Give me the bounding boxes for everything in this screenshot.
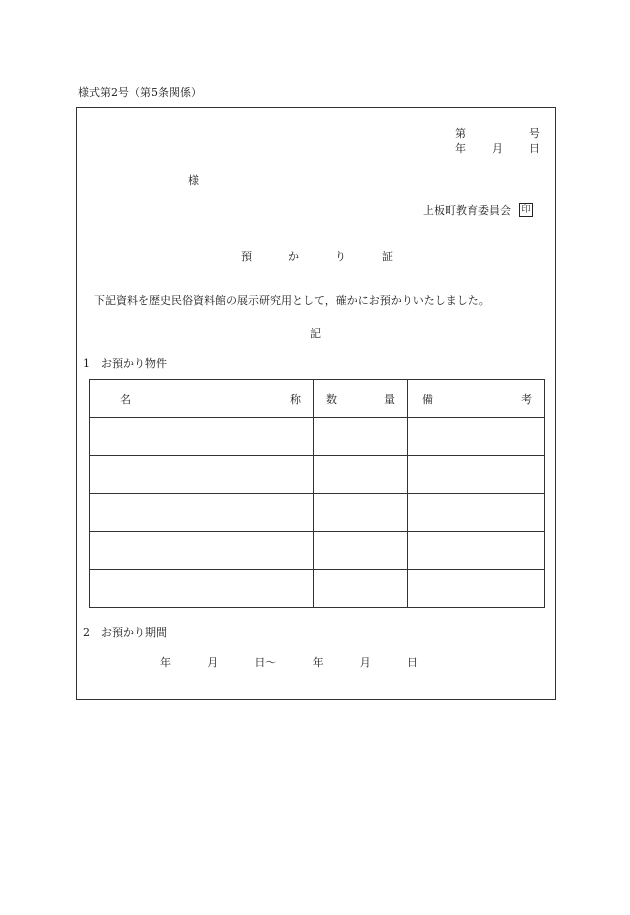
- period-start-month: 月: [207, 656, 219, 669]
- item-name-cell[interactable]: [90, 418, 314, 456]
- date-year: 年: [455, 142, 466, 155]
- section-items-heading: 1 お預かり物件: [83, 357, 167, 370]
- issue-date-line: [455, 140, 540, 156]
- header-remarks: [408, 380, 545, 418]
- ki-heading: 記: [310, 327, 321, 340]
- header-char: 称: [290, 392, 301, 406]
- header-char: 名: [120, 392, 131, 406]
- form-number-label: 様式第2号（第5条関係）: [78, 86, 202, 99]
- item-remarks-cell[interactable]: [408, 494, 545, 532]
- header-char: 量: [384, 392, 395, 406]
- date-day: 日: [529, 142, 540, 155]
- period-line: [160, 654, 418, 670]
- table-row: [90, 532, 545, 570]
- seal-mark: 印: [519, 203, 533, 217]
- header-char: 備: [422, 392, 433, 406]
- item-quantity-cell[interactable]: [314, 570, 408, 608]
- item-quantity-cell[interactable]: [314, 494, 408, 532]
- item-remarks-cell[interactable]: [408, 532, 545, 570]
- header-char: 考: [521, 392, 532, 406]
- item-name-cell[interactable]: [90, 570, 314, 608]
- header-char: 数: [326, 392, 337, 406]
- item-remarks-cell[interactable]: [408, 456, 545, 494]
- issuer-name: 上板町教育委員会: [423, 204, 511, 217]
- table-row: [90, 494, 545, 532]
- item-name-cell[interactable]: [90, 494, 314, 532]
- table-row: [90, 456, 545, 494]
- document-title: [241, 248, 393, 264]
- document-number-line: [455, 125, 540, 141]
- period-end-year: 年: [312, 656, 324, 669]
- title-char: 証: [382, 250, 393, 263]
- item-name-cell[interactable]: [90, 456, 314, 494]
- date-month: 月: [492, 142, 503, 155]
- title-char: り: [335, 250, 346, 263]
- header-name: [90, 380, 314, 418]
- number-prefix: 第: [455, 127, 466, 140]
- table-row: [90, 418, 545, 456]
- period-start-day: 日～: [254, 656, 277, 669]
- period-end-day: 日: [406, 656, 418, 669]
- section-period-heading: 2 お預かり期間: [83, 626, 167, 639]
- items-table: [89, 379, 545, 608]
- period-end-month: 月: [359, 656, 371, 669]
- title-char: 預: [241, 250, 252, 263]
- addressee-suffix: 様: [188, 174, 199, 187]
- title-char: か: [288, 250, 299, 263]
- table-header-row: [90, 380, 545, 418]
- number-suffix: 号: [529, 127, 540, 140]
- intro-text: 下記資料を歴史民俗資料館の展示研究用として，確かにお預かりいたしました。: [94, 294, 490, 307]
- table-row: [90, 570, 545, 608]
- item-remarks-cell[interactable]: [408, 570, 545, 608]
- header-quantity: [314, 380, 408, 418]
- item-name-cell[interactable]: [90, 532, 314, 570]
- issuer-block: [423, 202, 533, 218]
- period-start-year: 年: [160, 656, 171, 669]
- item-remarks-cell[interactable]: [408, 418, 545, 456]
- item-quantity-cell[interactable]: [314, 456, 408, 494]
- item-quantity-cell[interactable]: [314, 532, 408, 570]
- item-quantity-cell[interactable]: [314, 418, 408, 456]
